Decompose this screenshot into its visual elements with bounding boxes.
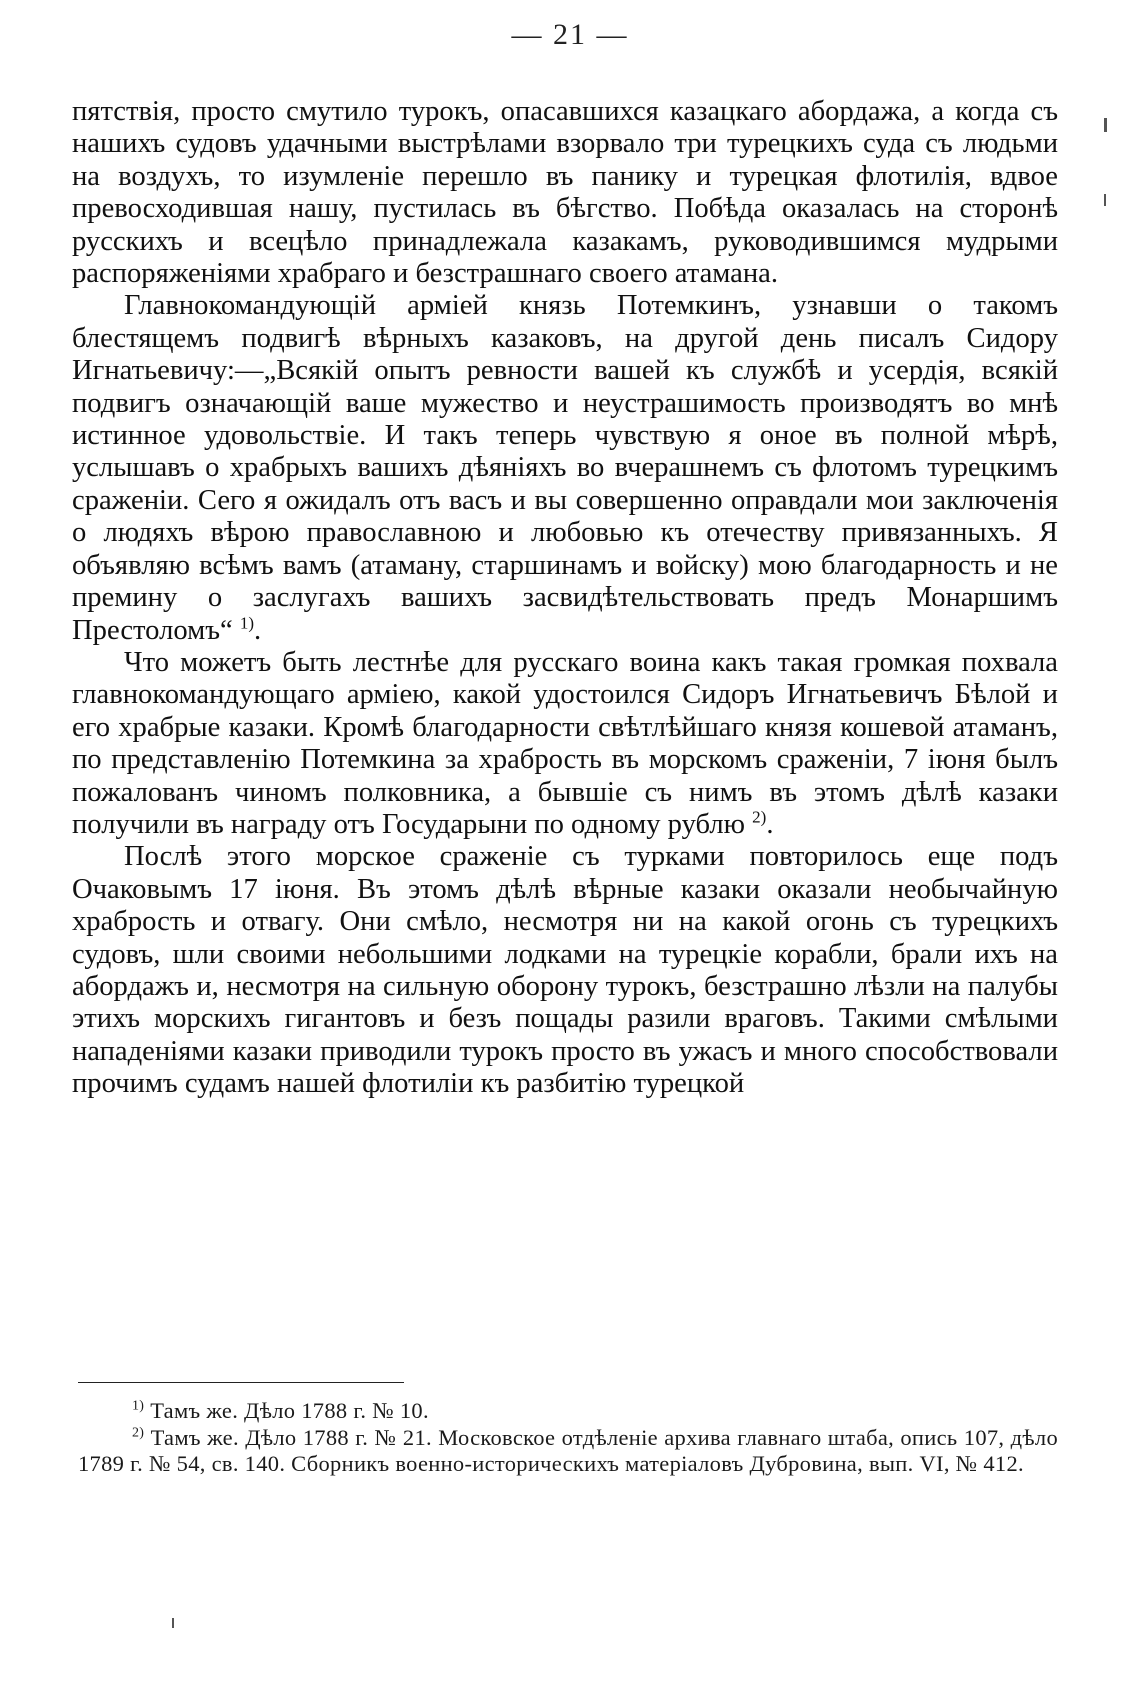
footnote-1-mark: 1) xyxy=(132,1398,145,1414)
footnotes xyxy=(78,1398,1058,1478)
footnote-ref-2: 2) xyxy=(752,807,767,827)
scan-speck xyxy=(172,1618,174,1628)
paragraph-1-text: пятствія, просто смутило турокъ, опасавшихся казацкаго абордажа, а когда съ нашихъ судовъ удачными выстрѣлами взорвало три турецкихъ суда съ людьми на воздухъ, то изумленіе перешло въ панику и турецкая флотилія, вдвое превосходившая нашу, пустилась въ бѣгство. Побѣда оказалась на сторонѣ русскихъ и всецѣло принадлежала казакамъ, руководившимся мудрыми распоряженіями храбраго и безстрашнаго своего атамана. xyxy=(72,96,1058,290)
footnote-2-mark: 2) xyxy=(132,1425,145,1440)
paragraph-2-tail: . xyxy=(254,614,262,646)
paragraph-3-tail: . xyxy=(766,808,774,840)
footnote-2-text: Тамъ же. Дѣло 1788 г. № 21. Московское отдѣленіе архива главнаго штаба, опись 107, дѣло 1789 г. № 54, св. 140. Сборникъ военно-историческихъ матеріаловъ Дубровина, вып. VI, № 412. xyxy=(78,1424,1058,1476)
paragraph-3 xyxy=(72,647,1058,841)
footnote-1 xyxy=(78,1398,1058,1425)
page-number: — 21 — xyxy=(511,18,629,51)
footnote-ref-1: 1) xyxy=(239,612,255,632)
paragraph-2-text: Главнокомандующій арміей князь Потемкинъ, узнавши о такомъ блестящемъ подвигѣ вѣрныхъ казаковъ, на другой день писалъ Сидору Игнатьевичу:—„Всякій опытъ ревности вашей къ службѣ и усердія, всякій подвигъ означающій ваше мужество и неустрашимость производятъ во мнѣ истинное удовольствіе. И такъ теперь чувствую я оное въ полной мѣрѣ, услышавъ о храбрыхъ вашихъ дѣяніяхъ во вчерашнемъ съ флотомъ турецкимъ сраженіи. Сего я ожидалъ отъ васъ и вы совершенно оправдали мои заключенія о людяхъ вѣрою православною и любовью къ отечеству привязанныхъ. Я объявляю всѣмъ вамъ (атаману, старшинамъ и войску) мою благодарность и не премину о заслугахъ вашихъ засвидѣтельствовать предъ Монаршимъ Престоломъ“ xyxy=(72,290,1058,646)
footnote-1-text: Тамъ же. Дѣло 1788 г. № 10. xyxy=(150,1398,429,1423)
scan-speck xyxy=(1104,118,1107,132)
paragraph-3-text: Что можетъ быть лестнѣе для русскаго воина какъ такая громкая похвала главнокомандующаго арміею, какой удостоился Сидоръ Игнатьевичъ Бѣлой и его храбрые казаки. Кромѣ благодарности свѣтлѣйшаго князя кошевой атаманъ, по представленію Потемкина за храбрость въ морскомъ сраженіи, 7 іюня былъ пожалованъ чиномъ полковника, а бывшіе съ нимъ въ этомъ дѣлѣ казаки получили въ награду отъ Государыни по одному рублю xyxy=(72,646,1058,840)
paragraph-2 xyxy=(72,290,1058,646)
footnote-2 xyxy=(78,1425,1058,1478)
paragraph-1 xyxy=(72,96,1058,290)
scan-speck xyxy=(1104,194,1106,206)
main-text xyxy=(72,96,1058,1101)
paragraph-4-text: Послѣ этого морское сраженіе съ турками повторилось еще подъ Очаковымъ 17 іюня. Въ этомъ дѣлѣ вѣрные казаки оказали необычайную храбрость и отвагу. Они смѣло, несмотря ни на какой огонь съ турецкихъ судовъ, шли своими небольшими лодками на турецкіе корабли, брали ихъ на абордажъ и, несмотря на сильную оборону турокъ, безстрашно лѣзли на палубы этихъ морскихъ гигантовъ и безъ пощады разили враговъ. Такими смѣлыми нападеніями казаки приводили турокъ просто въ ужасъ и много способствовали прочимъ судамъ нашей флотиліи къ разбитію турецкой xyxy=(72,841,1058,1100)
footnote-divider xyxy=(78,1382,404,1383)
paragraph-4 xyxy=(72,841,1058,1100)
